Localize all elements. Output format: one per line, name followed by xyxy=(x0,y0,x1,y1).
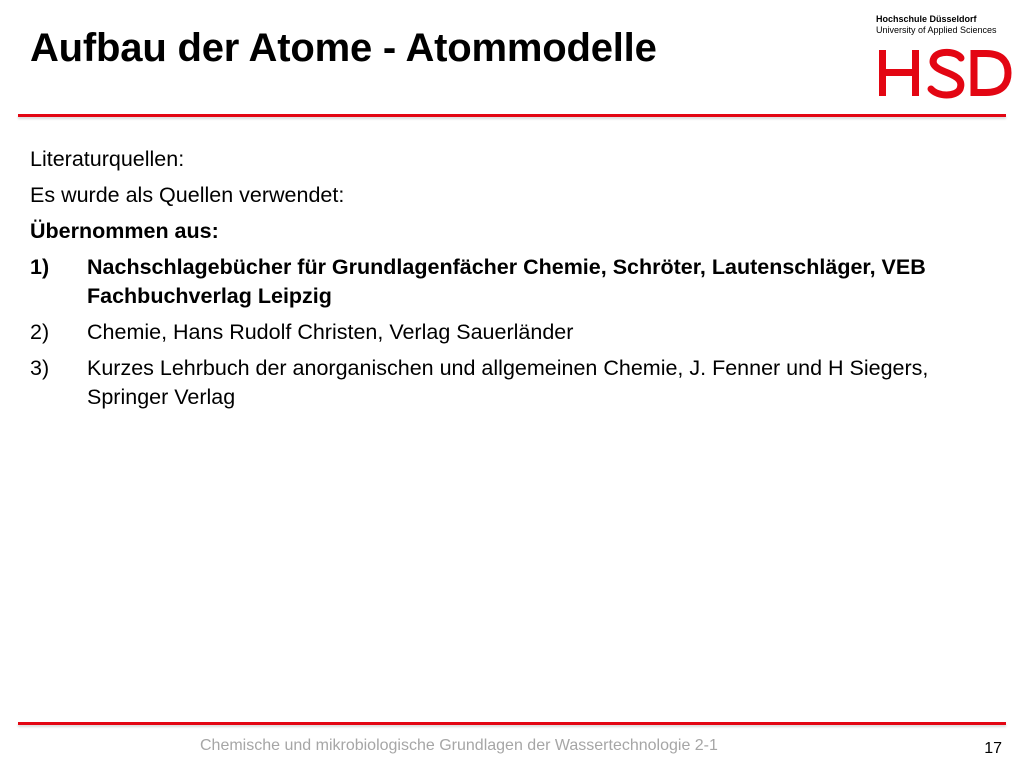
sources-intro: Es wurde als Quellen verwendet: xyxy=(30,183,345,207)
reference-list xyxy=(30,253,1000,412)
header-divider xyxy=(18,114,1006,117)
hsd-logo xyxy=(876,12,1012,96)
slide-title: Aufbau der Atome - Atommodelle xyxy=(30,26,657,70)
logo-institution-subtitle: University of Applied Sciences xyxy=(876,25,997,35)
reference-item xyxy=(30,253,1000,311)
reference-text: Nachschlagebücher für Grundlagenfächer Chemie, Schröter, Lautenschläger, VEB Fachbuchverlag Leipzig xyxy=(87,255,926,308)
reference-item xyxy=(30,354,1000,412)
hsd-logo-mark-icon xyxy=(876,44,1012,104)
footer-course-title: Chemische und mikrobiologische Grundlagen der Wassertechnologie 2-1 xyxy=(200,737,718,754)
reference-number: 2) xyxy=(30,320,50,344)
reference-text: Chemie, Hans Rudolf Christen, Verlag Sauerländer xyxy=(87,320,574,344)
reference-text: Kurzes Lehrbuch der anorganischen und allgemeinen Chemie, J. Fenner und H Siegers, Springer Verlag xyxy=(87,356,929,409)
adopted-from-label: Übernommen aus: xyxy=(30,219,219,243)
reference-number: 3) xyxy=(30,356,50,380)
footer-divider xyxy=(18,722,1006,725)
literature-heading: Literaturquellen: xyxy=(30,147,185,171)
page-number: 17 xyxy=(984,740,1002,757)
reference-number: 1) xyxy=(30,255,50,279)
logo-institution-name: Hochschule Düsseldorf xyxy=(876,14,977,24)
slide-content xyxy=(30,145,1000,419)
reference-item xyxy=(30,318,1000,347)
